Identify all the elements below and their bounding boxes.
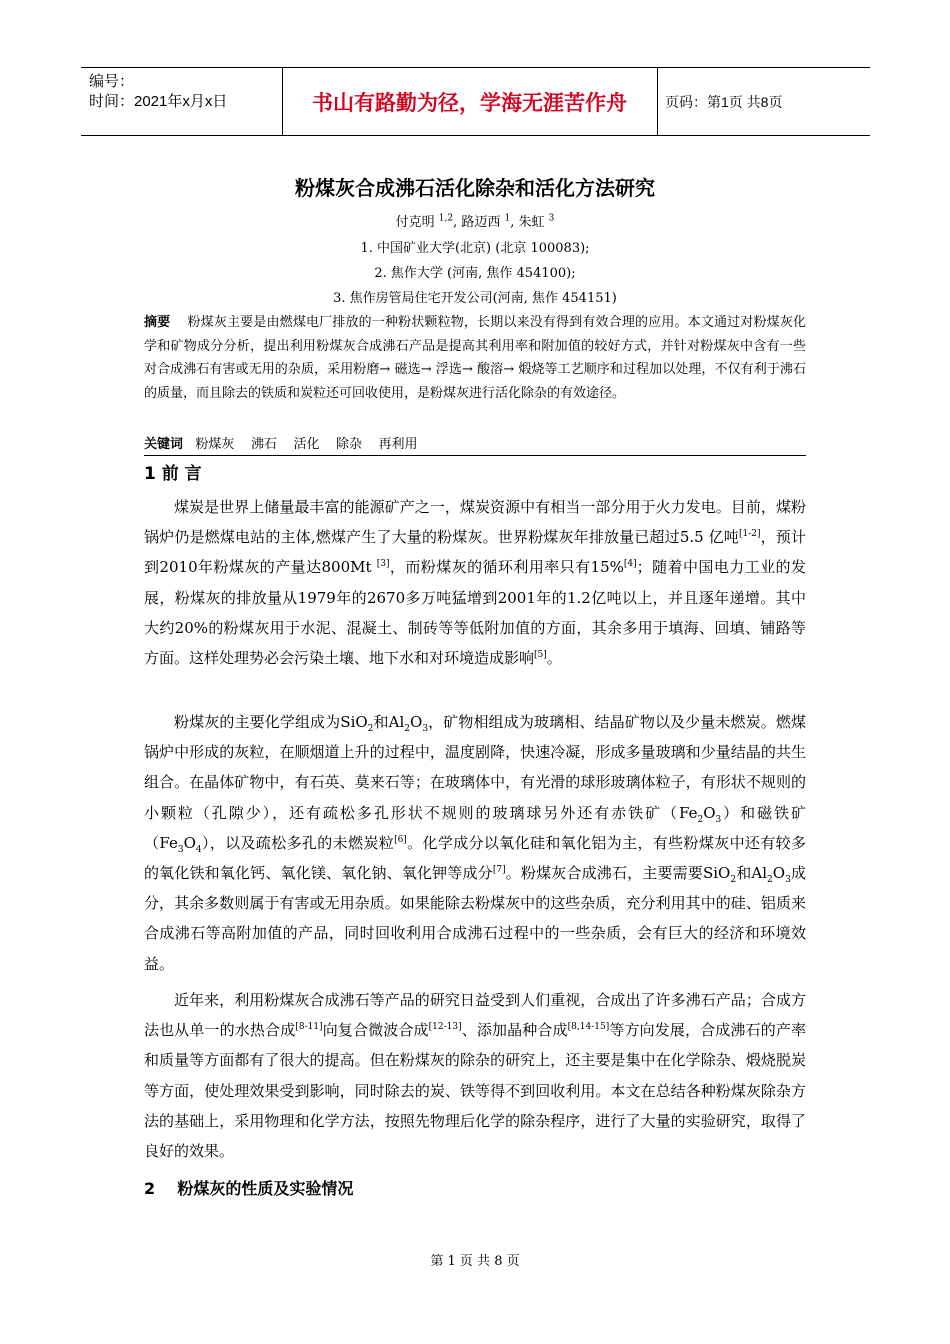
affiliation-1: 1. 中国矿业大学(北京) (北京 100083); xyxy=(360,241,590,256)
page-footer: 第 1 页 共 8 页 xyxy=(430,1254,520,1269)
abstract-label: 摘要 xyxy=(144,315,171,330)
header-time: 时间：2021年x月x日 xyxy=(89,93,228,110)
abstract-text: 粉煤灰主要是由燃煤电厂排放的一种粉状颗粒物，长期以来没有得到有效合理的应用。本文通过对粉煤灰化学和矿物成分分析，提出利用粉煤灰合成沸石产品是提高其利用率和附加值的较好方式，并针对粉煤灰中含有一些对合成沸石有害或无用的杂质，采用粉磨→ 磁选→ 浮选→ 酸溶→ 煅烧等工艺顺序和过程加以处理，不仅有利于沸石的质量，而且除去的铁质和炭粒还可回收使用，是粉煤灰进行活化除杂的有效途径。 xyxy=(144,315,806,401)
header-meta xyxy=(89,72,279,112)
header-code: 编号： xyxy=(89,73,135,90)
keywords-label: 关键词 xyxy=(144,437,184,452)
paragraph-3: 近年来，利用粉煤灰合成沸石等产品的研究日益受到人们重视，合成出了许多沸石产品；合成方法也从单一的水热合成[8-11]向复合微波合成[12-13]、添加晶种合成[8,14-15]等方向发展，合成沸石的产率和质量等方面都有了很大的提高。但在粉煤灰的除杂的研究上，还主要是集中在化学除杂、煅烧脱炭等方面，使处理效果受到影响，同时除去的炭、铁等得不到回收利用。本文在总结各种粉煤灰除杂方法的基础上，采用物理和化学方法，按照先物理后化学的除杂程序，进行了大量的实验研究，取得了良好的效果。 xyxy=(144,991,806,1161)
header-divider xyxy=(657,68,658,135)
paragraph-1: 煤炭是世界上储量最丰富的能源矿产之一，煤炭资源中有相当一部分用于火力发电。目前，煤粉锅炉仍是燃煤电站的主体,燃煤产生了大量的粉煤灰。世界粉煤灰年排放量已超过5.5 亿吨[1-2]，预计到2010年粉煤灰的产量达800Mt [3]，而粉煤灰的循环利用率只有15%[4]；随着中国电力工业的发展，粉煤灰的排放量从1979年的2670多万吨猛增到2001年的1.2亿吨以上，并且逐年递增。其中大约20%的粉煤灰用于水泥、混凝土、制砖等等低附加值的方面，其余多用于填海、回填、铺路等方面。这样处理势必会污染土壤、地下水和对环境造成影响[5]。 xyxy=(144,498,806,668)
header-motto: 书山有路勤为径，学海无涯苦作舟 xyxy=(312,91,627,115)
keywords-text: 粉煤灰 沸石 活化 除杂 再利用 xyxy=(195,437,418,452)
section-rule xyxy=(144,455,806,456)
paper-title: 粉煤灰合成沸石活化除杂和活化方法研究 xyxy=(295,178,655,200)
header-page-info: 页码：第1页 共8页 xyxy=(665,93,783,110)
document-header xyxy=(81,67,870,136)
keywords xyxy=(144,433,806,452)
abstract xyxy=(144,311,806,405)
paragraph-2: 粉煤灰的主要化学组成为SiO$_2$和$Al_2O_3$，矿物相组成为玻璃相、结晶矿物以及少量未燃炭。燃煤锅炉中形成的灰粒，在顺烟道上升的过程中，温度剧降，快速冷凝，形成多量玻璃和少量结晶的共生组合。在晶体矿物中，有石英、莫来石等；在玻璃体中，有光滑的球形玻璃体粒子，有形状不规则的小颗粒（孔隙少），还有疏松多孔形状不规则的玻璃球另外还有赤铁矿$(Fe_2O_3)$和磁铁矿$(Fe_3O_4)$，以及疏松多孔的未燃炭粒[6]。化学成分以氧化硅和氧化铝为主，有些粉煤灰中还有较多的氧化铁和氧化钙、氧化镁、氧化钠、氧化钾等成分[7]。粉煤灰合成沸石，主要需要SiO$_2$和$Al_2O_3$成分，其余多数则属于有害或无用杂质。如果能除去粉煤灰中的这些杂质，充分利用其中的硅、铝质来合成沸石等高附加值的产品，同时回收利用合成沸石过程中的一些杂质，会有巨大的经济和环境效益。 xyxy=(144,713,806,973)
affiliation-2: 2. 焦作大学 (河南, 焦作 454100); xyxy=(374,266,576,281)
section-2-heading: 2 粉煤灰的性质及实验情况 xyxy=(144,1179,354,1198)
affiliation-3: 3. 焦作房管局住宅开发公司(河南, 焦作 454151) xyxy=(333,291,617,306)
paper-authors: 付克明 $^{1,2}$, 路迈西 $^1$, 朱虹 $^3$ xyxy=(395,213,555,230)
section-1-heading: 1 前 言 xyxy=(144,464,202,484)
